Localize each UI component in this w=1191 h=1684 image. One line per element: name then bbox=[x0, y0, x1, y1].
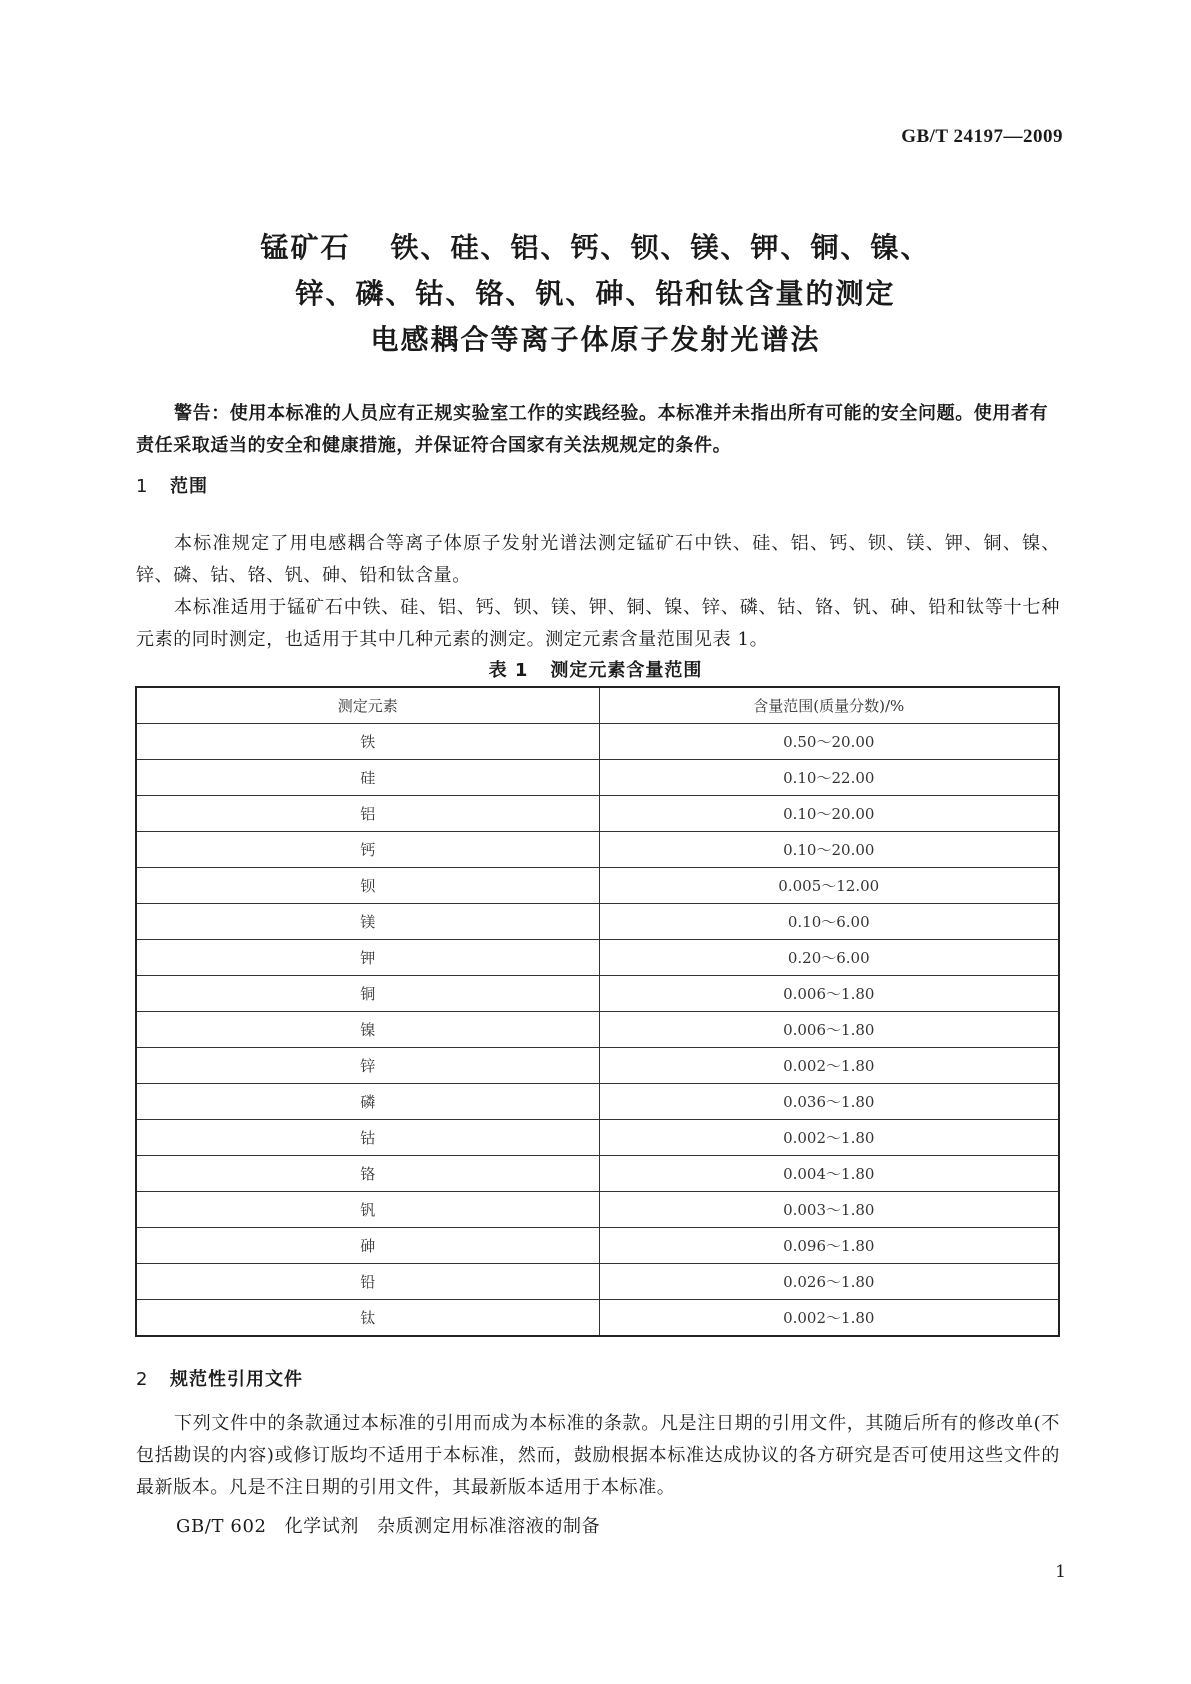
table-row bbox=[136, 832, 1059, 868]
table-row bbox=[136, 940, 1059, 976]
table-row bbox=[136, 1264, 1059, 1300]
standard-code: GB/T 24197—2009 bbox=[901, 126, 1063, 147]
section-2-paragraph-1: 下列文件中的条款通过本标准的引用而成为本标准的条款。凡是注日期的引用文件，其随后所有的修改单(不包括勘误的内容)或修订版均不适用于本标准，然而，鼓励根据本标准达成协议的各方研究是否可使用这些文件的最新版本。凡是不注日期的引用文件，其最新版本适用于本标准。 bbox=[136, 1413, 1060, 1498]
element-cell: 铬 bbox=[136, 1156, 599, 1192]
element-cell: 镁 bbox=[136, 904, 599, 940]
section-2-title: 规范性引用文件 bbox=[170, 1369, 303, 1390]
table-row bbox=[136, 1084, 1059, 1120]
section-1-paragraph-1: 本标准规定了用电感耦合等离子体原子发射光谱法测定锰矿石中铁、硅、铝、钙、钡、镁、钾、铜、镍、锌、磷、钴、铬、钒、砷、铅和钛含量。 bbox=[136, 533, 1060, 586]
header-content-range: 含量范围(质量分数)/% bbox=[599, 687, 1059, 724]
element-cell: 钴 bbox=[136, 1120, 599, 1156]
element-cell: 铁 bbox=[136, 724, 599, 760]
element-cell: 磷 bbox=[136, 1084, 599, 1120]
title-line-2: 锌、磷、钴、铬、钒、砷、铅和钛含量的测定 bbox=[295, 277, 896, 310]
table-row bbox=[136, 1228, 1059, 1264]
section-2-heading bbox=[136, 1365, 303, 1391]
content-range-cell: 0.10～6.00 bbox=[599, 904, 1059, 940]
content-range-cell: 0.002～1.80 bbox=[599, 1300, 1059, 1337]
element-cell: 镍 bbox=[136, 1012, 599, 1048]
table-row bbox=[136, 1012, 1059, 1048]
content-range-cell: 0.002～1.80 bbox=[599, 1048, 1059, 1084]
element-cell: 钒 bbox=[136, 1192, 599, 1228]
element-cell: 铝 bbox=[136, 796, 599, 832]
title-line-3: 电感耦合等离子体原子发射光谱法 bbox=[370, 323, 821, 356]
section-1-paragraph-2: 本标准适用于锰矿石中铁、硅、铝、钙、钡、镁、钾、铜、镍、锌、磷、钴、铬、钒、砷、铅和钛等十七种元素的同时测定，也适用于其中几种元素的测定。测定元素含量范围见表 1。 bbox=[136, 597, 1060, 650]
content-range-cell: 0.20～6.00 bbox=[599, 940, 1059, 976]
title-line-1 bbox=[0, 225, 1191, 271]
reference-title-part1: 化学试剂 bbox=[284, 1516, 359, 1537]
content-range-cell: 0.006～1.80 bbox=[599, 1012, 1059, 1048]
content-range-cell: 0.003～1.80 bbox=[599, 1192, 1059, 1228]
section-1-number: 1 bbox=[136, 476, 149, 497]
table-row bbox=[136, 796, 1059, 832]
section-2-number: 2 bbox=[136, 1369, 149, 1390]
element-cell: 锌 bbox=[136, 1048, 599, 1084]
table-row bbox=[136, 904, 1059, 940]
header-element: 测定元素 bbox=[136, 687, 599, 724]
element-cell: 铅 bbox=[136, 1264, 599, 1300]
content-range-cell: 0.002～1.80 bbox=[599, 1120, 1059, 1156]
table-row bbox=[136, 760, 1059, 796]
table-1-label: 表 1 bbox=[488, 660, 529, 681]
table-row bbox=[136, 724, 1059, 760]
element-content-range-table bbox=[135, 686, 1060, 1337]
content-range-cell: 0.10～20.00 bbox=[599, 796, 1059, 832]
document-title bbox=[0, 225, 1191, 363]
table-row bbox=[136, 868, 1059, 904]
section-1-title: 范围 bbox=[170, 476, 208, 497]
content-range-cell: 0.10～20.00 bbox=[599, 832, 1059, 868]
title-subject: 锰矿石 bbox=[260, 231, 351, 264]
safety-warning: 警告：使用本标准的人员应有正规实验室工作的实践经验。本标准并未指出所有可能的安全问题。使用者有责任采取适当的安全和健康措施，并保证符合国家有关法规规定的条件。 bbox=[136, 403, 1049, 456]
title-elements-part1: 铁、硅、铝、钙、钡、镁、钾、铜、镍、 bbox=[390, 231, 931, 264]
element-cell: 铜 bbox=[136, 976, 599, 1012]
table-1-caption bbox=[0, 656, 1191, 682]
reference-code: GB/T 602 bbox=[176, 1516, 267, 1537]
table-row bbox=[136, 1120, 1059, 1156]
content-range-cell: 0.006～1.80 bbox=[599, 976, 1059, 1012]
element-cell: 钡 bbox=[136, 868, 599, 904]
reference-title-part2: 杂质测定用标准溶液的制备 bbox=[376, 1516, 601, 1537]
element-cell: 钛 bbox=[136, 1300, 599, 1337]
element-cell: 钙 bbox=[136, 832, 599, 868]
page-number: 1 bbox=[1055, 1562, 1066, 1582]
table-row bbox=[136, 1192, 1059, 1228]
table-header-row bbox=[136, 687, 1059, 724]
content-range-cell: 0.026～1.80 bbox=[599, 1264, 1059, 1300]
table-row bbox=[136, 976, 1059, 1012]
normative-reference-item bbox=[176, 1512, 600, 1538]
table-1-title: 测定元素含量范围 bbox=[550, 660, 703, 681]
content-range-cell: 0.004～1.80 bbox=[599, 1156, 1059, 1192]
table-row bbox=[136, 1300, 1059, 1337]
table-body bbox=[136, 724, 1059, 1337]
table-row bbox=[136, 1048, 1059, 1084]
element-cell: 砷 bbox=[136, 1228, 599, 1264]
content-range-cell: 0.036～1.80 bbox=[599, 1084, 1059, 1120]
content-range-cell: 0.005～12.00 bbox=[599, 868, 1059, 904]
content-range-cell: 0.096～1.80 bbox=[599, 1228, 1059, 1264]
content-range-cell: 0.50～20.00 bbox=[599, 724, 1059, 760]
element-cell: 钾 bbox=[136, 940, 599, 976]
table-row bbox=[136, 1156, 1059, 1192]
content-range-cell: 0.10～22.00 bbox=[599, 760, 1059, 796]
element-cell: 硅 bbox=[136, 760, 599, 796]
section-1-heading bbox=[136, 472, 208, 498]
